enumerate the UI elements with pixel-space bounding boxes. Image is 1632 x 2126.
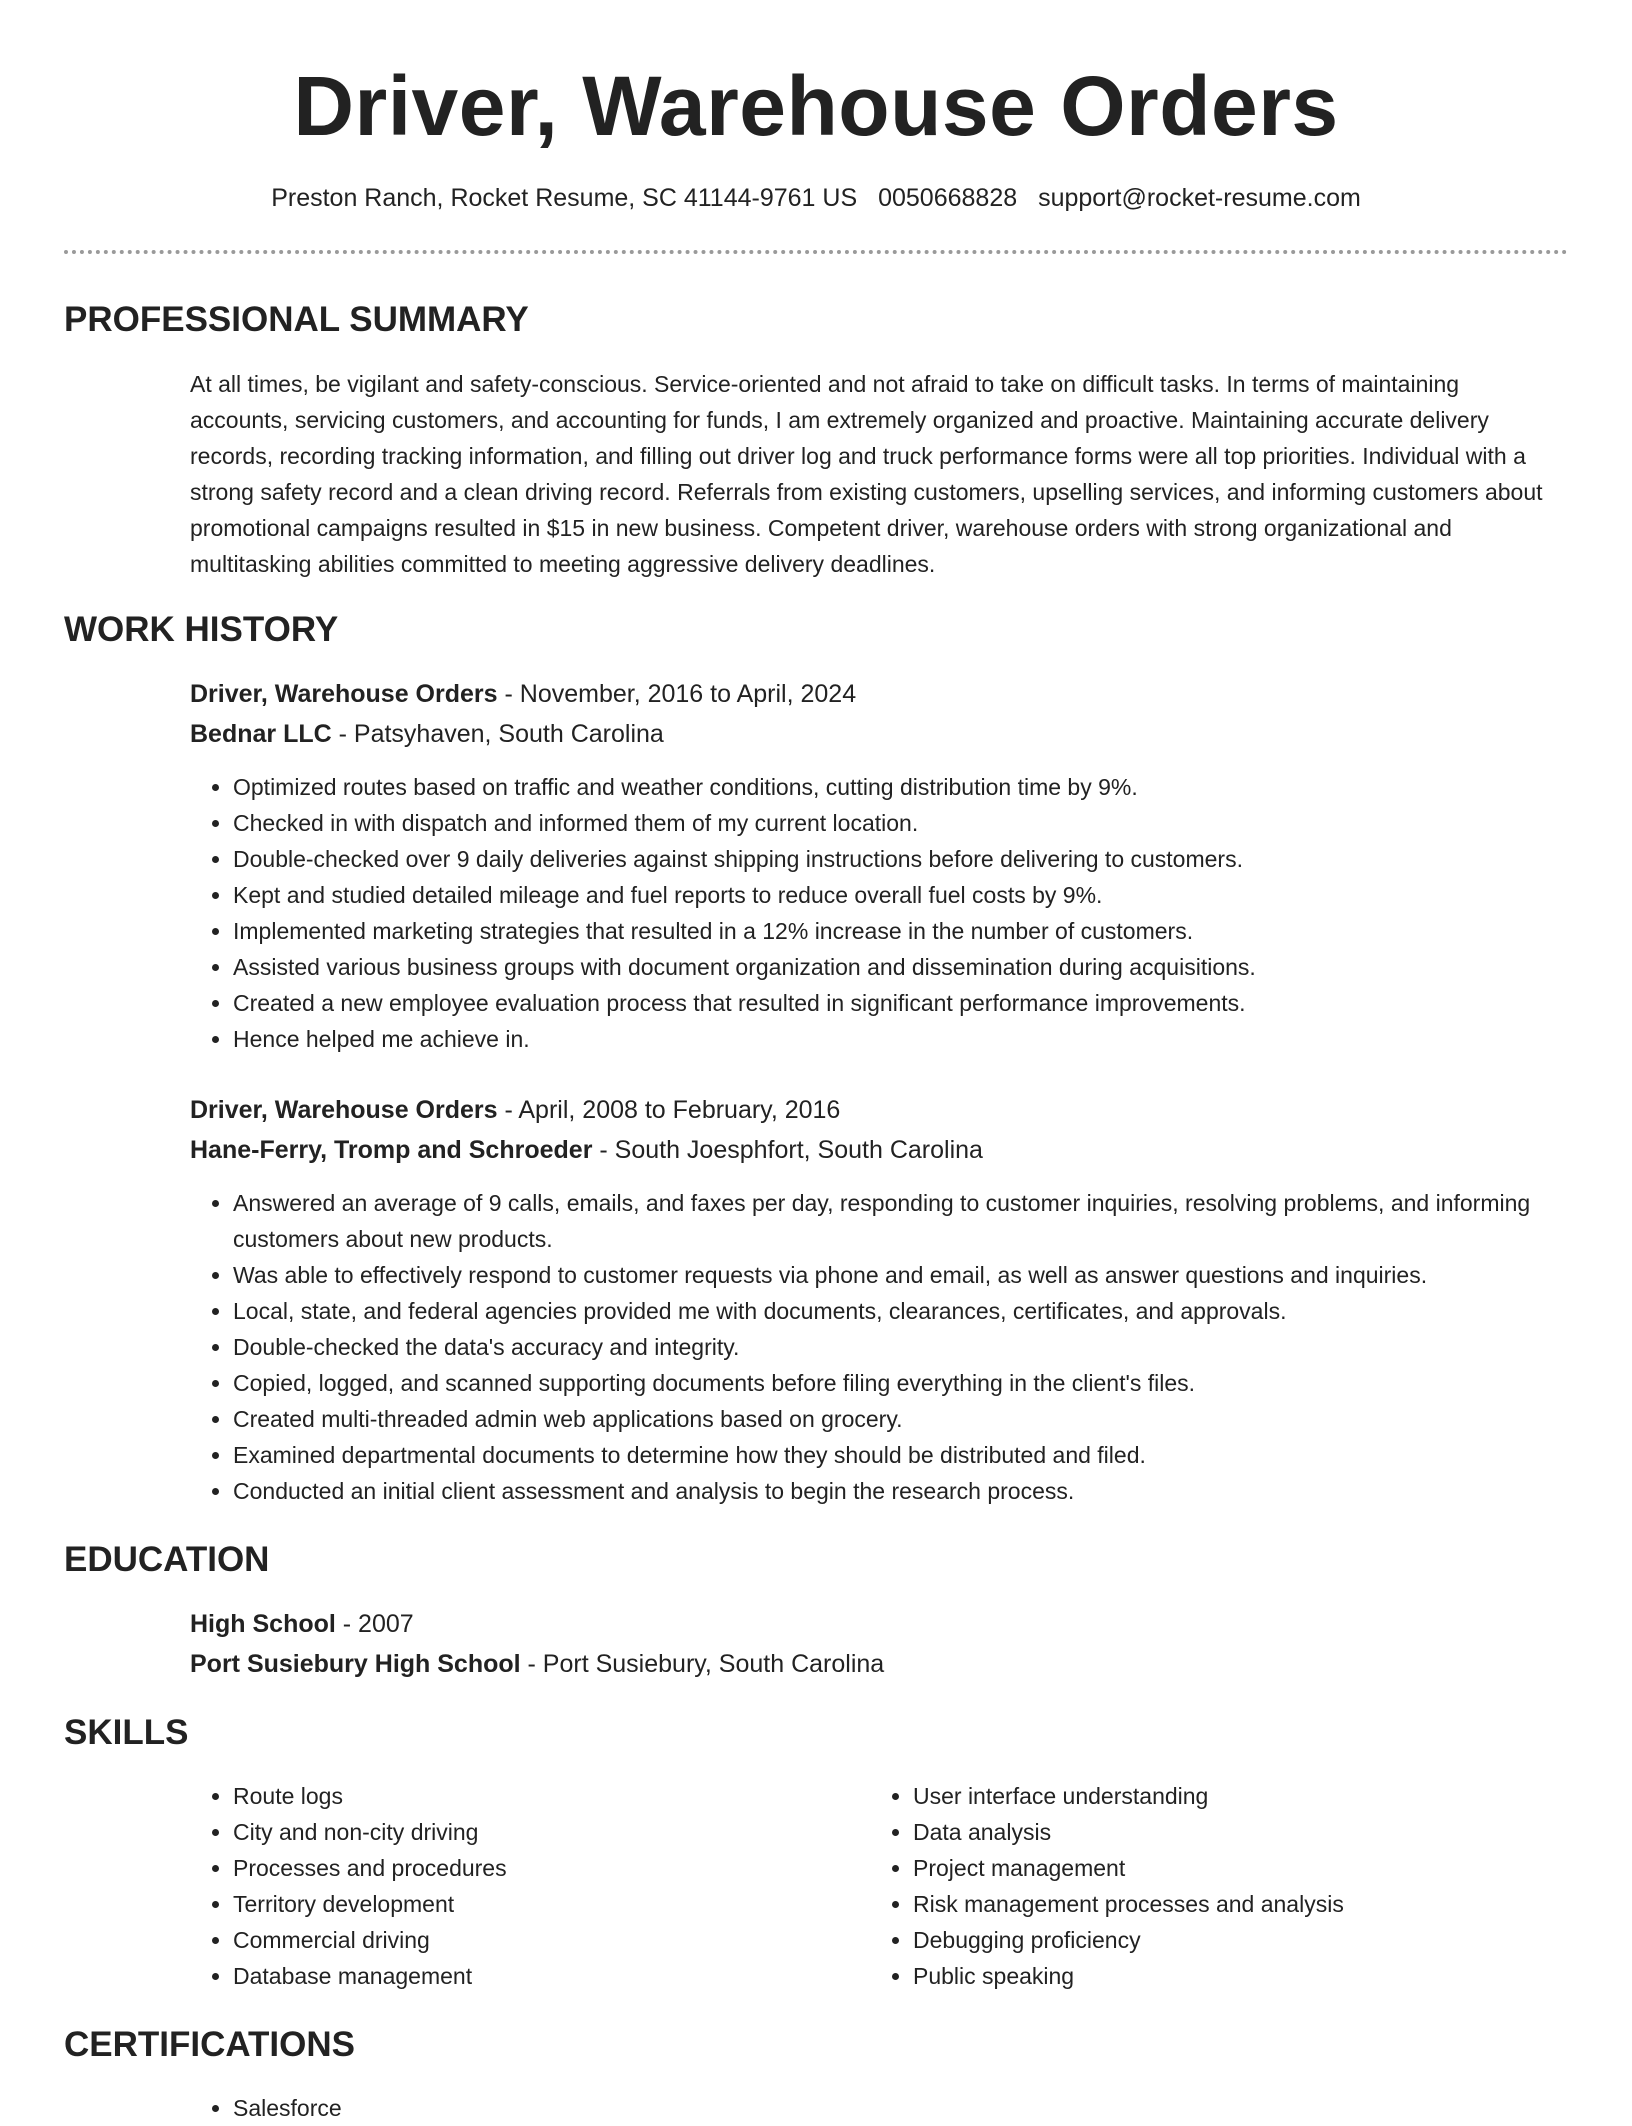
education-location: - Port Susiebury, South Carolina bbox=[520, 1650, 885, 1678]
list-item: • Optimized routes based on traffic and weather conditions, cutting distribution time by 9%. bbox=[233, 769, 1603, 805]
certifications-list bbox=[190, 2090, 1603, 2126]
contact-line bbox=[0, 182, 1632, 214]
list-item: • Risk management processes and analysis bbox=[913, 1886, 1513, 1922]
section-title-skills: SKILLS bbox=[64, 1713, 189, 1752]
section-title-certifications: CERTIFICATIONS bbox=[64, 2025, 356, 2064]
list-item: • Database management bbox=[233, 1958, 833, 1994]
list-item: • Commercial driving bbox=[233, 1922, 833, 1958]
list-item: • Kept and studied detailed mileage and fuel reports to reduce overall fuel costs by 9%. bbox=[233, 877, 1603, 913]
contact-phone: 0050668828 bbox=[878, 184, 1018, 212]
candidate-name: Driver, Warehouse Orders bbox=[293, 59, 1339, 153]
list-item: • Conducted an initial client assessment and analysis to begin the research process. bbox=[233, 1473, 1603, 1509]
job-1-role: Driver, Warehouse Orders bbox=[190, 680, 498, 708]
contact-address: Preston Ranch, Rocket Resume, SC 41144-9761 US bbox=[271, 184, 858, 212]
job-1-bullets bbox=[190, 769, 1603, 1057]
list-item: • Copied, logged, and scanned supporting documents before filing everything in the client's files. bbox=[233, 1365, 1603, 1401]
education-degree: High School bbox=[190, 1610, 336, 1638]
list-item: • User interface understanding bbox=[913, 1778, 1513, 1814]
list-item: • Assisted various business groups with document organization and dissemination during acquisitions. bbox=[233, 949, 1603, 985]
list-item: • Territory development bbox=[233, 1886, 833, 1922]
list-item: • Implemented marketing strategies that resulted in a 12% increase in the number of customers. bbox=[233, 913, 1603, 949]
list-item: • Data analysis bbox=[913, 1814, 1513, 1850]
education-degree-line bbox=[190, 1607, 414, 1641]
job-2-company-line bbox=[190, 1133, 983, 1167]
job-1-company-line bbox=[190, 717, 664, 751]
education-school: Port Susiebury High School bbox=[190, 1650, 521, 1678]
list-item: • Debugging proficiency bbox=[913, 1922, 1513, 1958]
list-item: • Examined departmental documents to determine how they should be distributed and filed. bbox=[233, 1437, 1603, 1473]
list-item: • City and non-city driving bbox=[233, 1814, 833, 1850]
list-item: • Public speaking bbox=[913, 1958, 1513, 1994]
job-1-title-line bbox=[190, 677, 856, 711]
list-item: • Answered an average of 9 calls, emails, and faxes per day, responding to customer inquiries, resolving problems, and informing customers about new products. bbox=[233, 1185, 1603, 1257]
education-year: - 2007 bbox=[335, 1610, 414, 1638]
list-item: • Hence helped me achieve in. bbox=[233, 1021, 1603, 1057]
skills-list-left bbox=[190, 1778, 833, 1994]
list-item: • Double-checked over 9 daily deliveries against shipping instructions before delivering to customers. bbox=[233, 841, 1603, 877]
job-2-role: Driver, Warehouse Orders bbox=[190, 1096, 498, 1124]
list-item: • Project management bbox=[913, 1850, 1513, 1886]
list-item: • Salesforce bbox=[233, 2090, 1603, 2126]
job-2-location: - South Joesphfort, South Carolina bbox=[592, 1136, 983, 1164]
list-item: • Was able to effectively respond to customer requests via phone and email, as well as answer questions and inquiries. bbox=[233, 1257, 1603, 1293]
job-2-bullets bbox=[190, 1185, 1603, 1509]
section-title-work-history: WORK HISTORY bbox=[64, 610, 339, 649]
job-2-dates: - April, 2008 to February, 2016 bbox=[497, 1096, 841, 1124]
section-title-education: EDUCATION bbox=[64, 1540, 270, 1579]
list-item: • Created a new employee evaluation process that resulted in significant performance improvements. bbox=[233, 985, 1603, 1021]
job-1-dates: - November, 2016 to April, 2024 bbox=[497, 680, 857, 708]
summary-text: At all times, be vigilant and safety-conscious. Service-oriented and not afraid to take on difficult tasks. In terms of maintaining accounts, servicing customers, and accounting for funds, I am extremely organized and proactive. Maintaining accurate delivery records, recording tracking information, and filling out driver log and truck performance forms were all top priorities. Individual with a strong safety record and a clean driving record. Referrals from existing customers, upselling services, and informing customers about promotional campaigns resulted in $15 in new business. Competent driver, warehouse orders with strong organizational and multitasking abilities committed to meeting aggressive delivery deadlines. bbox=[190, 371, 1543, 577]
list-item: • Route logs bbox=[233, 1778, 833, 1814]
section-title-summary: PROFESSIONAL SUMMARY bbox=[64, 300, 529, 339]
list-item: • Local, state, and federal agencies provided me with documents, clearances, certificates, and approvals. bbox=[233, 1293, 1603, 1329]
skills-list-right bbox=[870, 1778, 1513, 1994]
job-2-company: Hane-Ferry, Tromp and Schroeder bbox=[190, 1136, 593, 1164]
list-item: • Created multi-threaded admin web applications based on grocery. bbox=[233, 1401, 1603, 1437]
job-2-title-line bbox=[190, 1093, 840, 1127]
list-item: • Double-checked the data's accuracy and integrity. bbox=[233, 1329, 1603, 1365]
header-divider bbox=[64, 250, 1568, 254]
list-item: • Processes and procedures bbox=[233, 1850, 833, 1886]
education-school-line bbox=[190, 1647, 884, 1681]
contact-email: support@rocket-resume.com bbox=[1038, 184, 1361, 212]
job-1-company: Bednar LLC bbox=[190, 720, 332, 748]
job-1-location: - Patsyhaven, South Carolina bbox=[331, 720, 664, 748]
list-item: • Checked in with dispatch and informed them of my current location. bbox=[233, 805, 1603, 841]
